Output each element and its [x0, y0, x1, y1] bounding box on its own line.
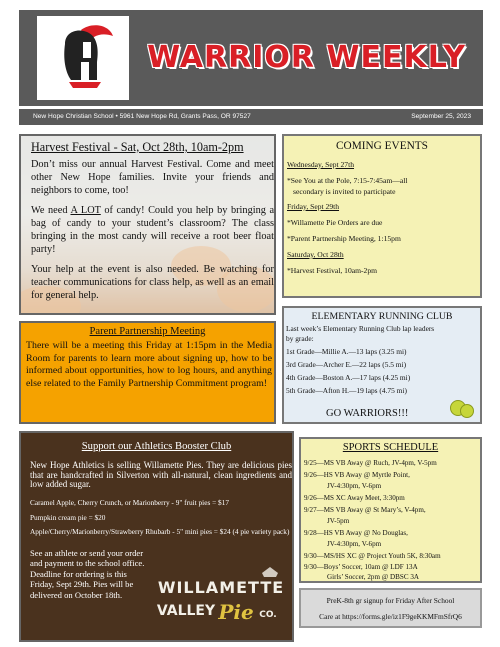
issue-date: September 25, 2023	[411, 113, 471, 120]
school-logo	[37, 16, 129, 100]
running-intro: by grade:	[286, 334, 314, 343]
sports-title: SPORTS SCHEDULE	[342, 442, 439, 453]
event-item: *Parent Partnership Meeting, 1:15pm	[287, 234, 401, 243]
athletics-title: Support our Athletics Booster Club	[81, 441, 232, 452]
schedule-line: JV-4:30pm, V-6pm	[327, 482, 382, 490]
event-item: *Willamette Pie Orders are due	[287, 218, 383, 227]
running-cheer: GO WARRIORS!!!	[326, 408, 409, 419]
running-leader: 5th Grade—Afton H.—19 laps (4.75 mi)	[286, 386, 407, 395]
event-item: *See You at the Pole, 7:15-7:45am—all	[287, 176, 408, 185]
athletics-booster-box	[19, 431, 294, 642]
event-date: Saturday, Oct 28th	[287, 250, 344, 259]
newsletter-title: WARRIOR WEEKLY	[147, 40, 466, 75]
willamette-valley-pie-logo	[150, 567, 292, 635]
partner-title: Parent Partnership Meeting	[89, 326, 206, 337]
schedule-line: 9/28—HS VB Away @ No Douglas,	[304, 529, 408, 537]
signup-text: PreK-8th gr signup for Friday After School	[326, 596, 455, 605]
events-title: COMING EVENTS	[336, 140, 428, 152]
school-address: New Hope Christian School • 5961 New Hope Rd, Grants Pass, OR 97527	[33, 113, 251, 120]
schedule-line: Girls’ Soccer, 2pm @ DBSC 3A	[327, 573, 420, 581]
pie-price: Apple/Cherry/Marionberry/Strawberry Rhubarb - 5" mini pies = $24 (4 pie variety pack)	[30, 527, 290, 536]
event-date: Wednesday, Sept 27th	[287, 160, 355, 169]
harvest-title: Harvest Festival - Sat, Oct 28th, 10am-2pm	[31, 140, 244, 154]
harvest-paragraph: We need A LOT of candy! Could you help by bringing a bag of candy to your student’s classroom? The class bringing in the most candy will receive a root beer float party!	[31, 205, 275, 255]
schedule-line: 9/27—MS VB Away @ St Mary’s, V-4pm,	[304, 506, 426, 514]
schedule-line: JV-4:30pm, V-6pm	[327, 540, 382, 548]
pie-price: Pumpkin cream pie = $20	[30, 513, 106, 522]
running-leader: 3rd Grade—Archer E.—22 laps (5.5 mi)	[286, 360, 407, 369]
schedule-line: 9/30—MS/HS XC @ Project Youth 5K, 8:30am	[304, 552, 441, 560]
partner-text: There will be a meeting this Friday at 1:15pm in the Media Room for parents to learn more about signing up, how to be informed about opportunities, how to log hours, and anything else related to the Family Partnership Commitment program!	[26, 340, 272, 389]
svg-text:WILLAMETTE: WILLAMETTE	[157, 578, 285, 597]
athletics-order-info: See an athlete or send your order and payment to the school office. Deadline for ordering is this Friday, Sept 29th. Pies will be delivered on October 18th.	[30, 548, 145, 600]
tennis-ball-icon	[460, 404, 474, 418]
schedule-line: JV-5pm	[327, 517, 350, 525]
schedule-line: 9/26—MS XC Away Meet, 3:30pm	[304, 494, 405, 502]
spartan-helmet-icon	[51, 22, 115, 94]
schedule-line: 9/30—Boys’ Soccer, 10am @ LDF 13A	[304, 563, 418, 571]
event-item: secondary is invited to participate	[293, 187, 396, 196]
svg-text:VALLEY: VALLEY	[156, 603, 216, 619]
sports-schedule-box	[299, 437, 482, 583]
running-leader: 1st Grade—Millie A.—13 laps (3.25 mi)	[286, 347, 407, 356]
running-title: ELEMENTARY RUNNING CLUB	[311, 311, 453, 322]
harvest-paragraph: Don’t miss our annual Harvest Festival. Come and meet other New Hope families. Invite your friends and neighbors to come, too!	[31, 159, 274, 196]
harvest-paragraph: Your help at the event is also needed. Be watching for teacher communications for class help, as well as an email for general help.	[31, 264, 274, 301]
after-school-signup-box	[299, 588, 482, 628]
pie-price: Caramel Apple, Cherry Crunch, or Marionberry - 9" fruit pies = $17	[30, 498, 229, 507]
parent-partnership-box	[19, 321, 276, 424]
svg-text:Pie: Pie	[218, 600, 254, 624]
running-club-box	[282, 306, 482, 424]
event-item: *Harvest Festival, 10am-2pm	[287, 266, 378, 275]
running-intro: Last week’s Elementary Running Club lap leaders	[286, 324, 435, 333]
signup-link[interactable]: Care at https://forms.gle/iz1F9geKKMFmSfrQ6	[319, 612, 462, 621]
athletics-intro: New Hope Athletics is selling Willamette Pies. They are delicious pies that are handcrafted in Silverton with all-natural, clean ingredients and low added sugar.	[30, 460, 292, 490]
coming-events-box	[282, 134, 482, 298]
schedule-line: 9/26—HS VB Away @ Myrtle Point,	[304, 471, 410, 479]
svg-text:CO.: CO.	[259, 610, 277, 620]
running-leader: 4th Grade—Boston A.—17 laps (4.25 mi)	[286, 373, 411, 382]
event-date: Friday, Sept 29th	[287, 202, 340, 211]
harvest-festival-box	[19, 134, 276, 315]
schedule-line: 9/25—MS VB Away @ Ruch, JV-4pm, V-5pm	[304, 459, 437, 467]
info-bar	[19, 109, 483, 125]
